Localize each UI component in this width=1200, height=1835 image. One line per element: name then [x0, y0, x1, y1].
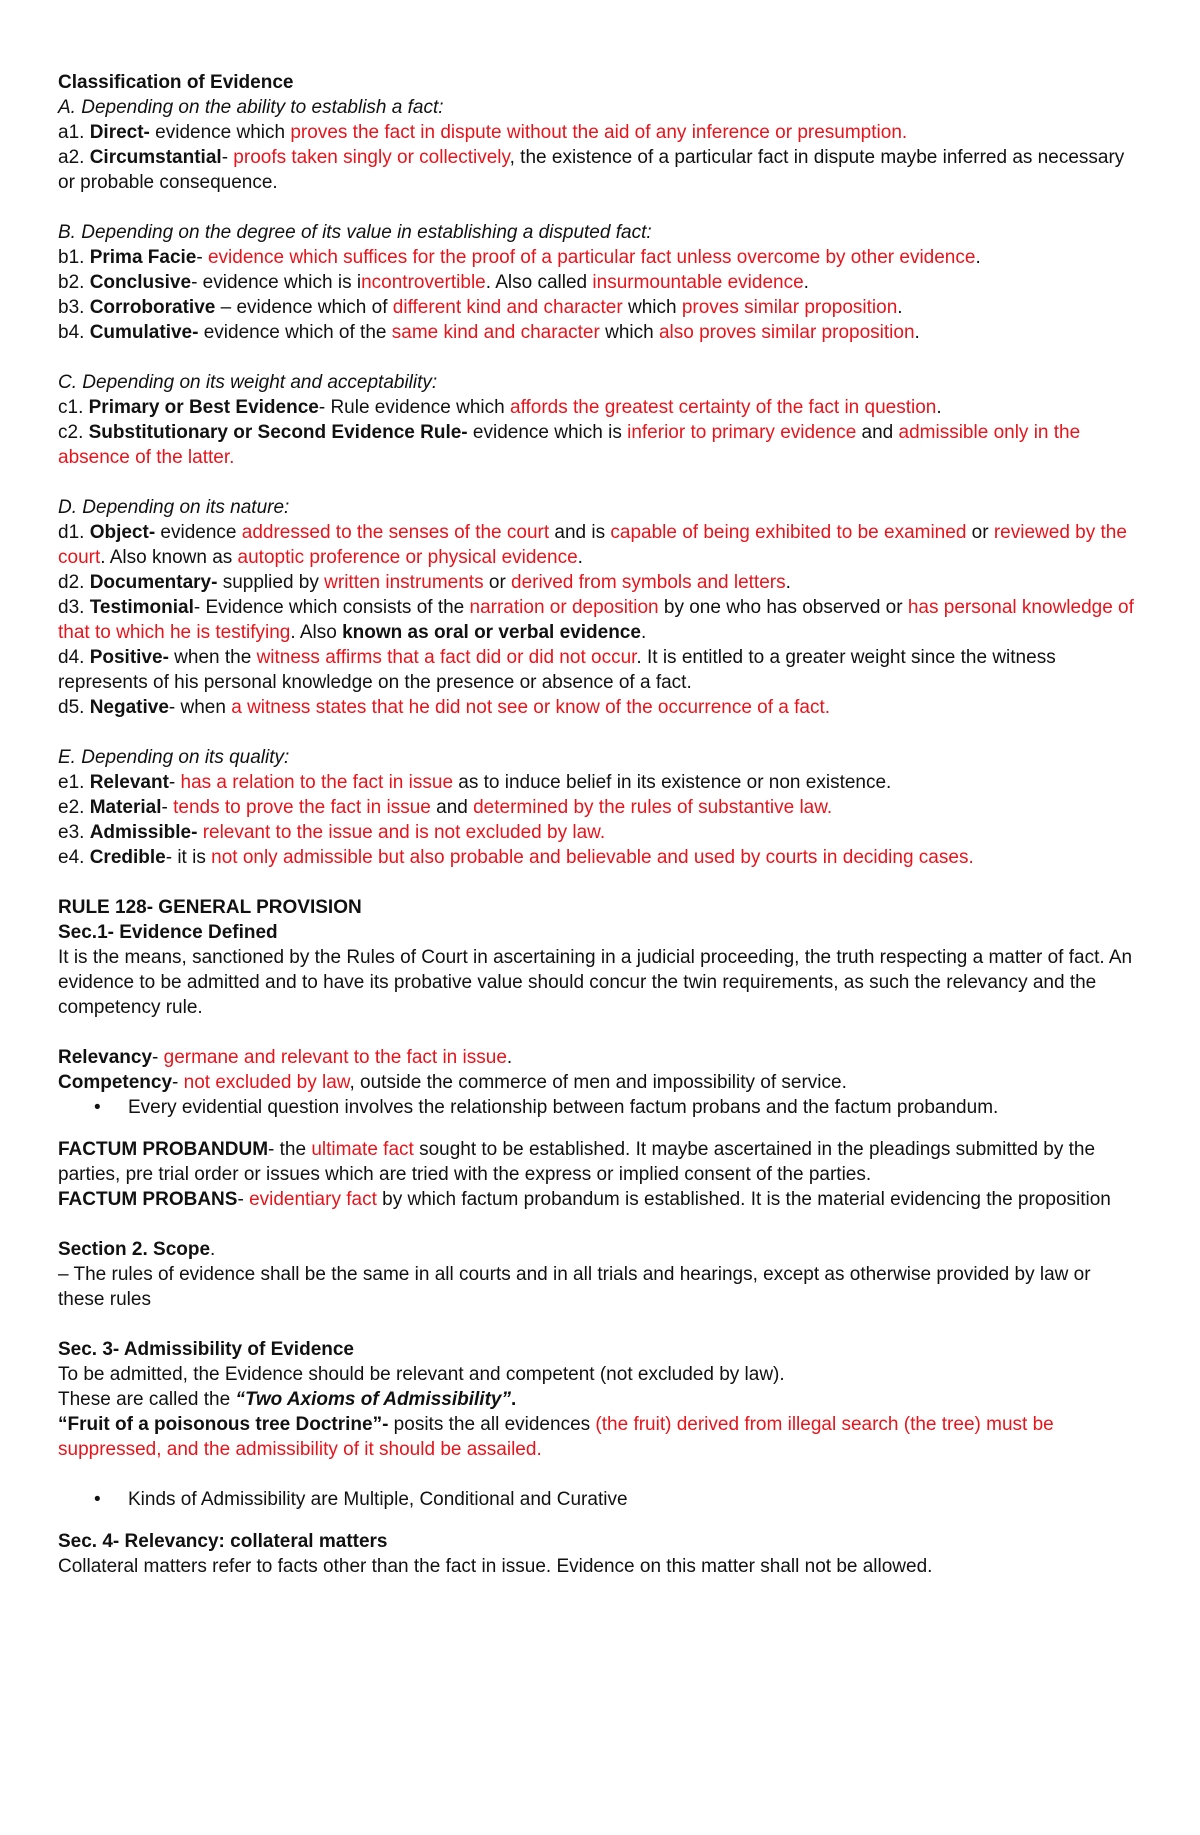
- fruit-doctrine: “Fruit of a poisonous tree Doctrine”- posits the all evidences (the fruit) derived from illegal search (the tree) must be suppressed, and the admissibility of it should be assailed.: [58, 1414, 1054, 1460]
- relevancy-definition: Relevancy- germane and relevant to the fact in issue.: [58, 1047, 513, 1068]
- item-a2: a2. Circumstantial- proofs taken singly or collectively, the existence of a particular fact in dispute maybe inferred as necessary or probable consequence.: [58, 147, 1125, 193]
- item-e2: e2. Material- tends to prove the fact in issue and determined by the rules of substantive law.: [58, 797, 833, 818]
- section-c-heading: C. Depending on its weight and acceptability:: [58, 372, 438, 393]
- section-e-heading: E. Depending on its quality:: [58, 747, 290, 768]
- item-e1: e1. Relevant- has a relation to the fact in issue as to induce belief in its existence or non existence.: [58, 772, 892, 793]
- factum-probandum-definition: FACTUM PROBANDUM- the ultimate fact sought to be established. It maybe ascertained in the pleadings submitted by the parties, pre trial order or issues which are tried with the express or implied consent of the parties.: [58, 1139, 1096, 1185]
- section-b-heading: B. Depending on the degree of its value in establishing a disputed fact:: [58, 222, 652, 243]
- sec-3-line2: These are called the “Two Axioms of Admissibility”.: [58, 1389, 517, 1410]
- classification-title: Classification of Evidence: [58, 72, 294, 93]
- item-c1: c1. Primary or Best Evidence- Rule evidence which affords the greatest certainty of the fact in question.: [58, 397, 942, 418]
- sec-4-title: Sec. 4- Relevancy: collateral matters: [58, 1531, 388, 1552]
- item-b1: b1. Prima Facie- evidence which suffices for the proof of a particular fact unless overcome by other evidence.: [58, 247, 981, 268]
- item-d2: d2. Documentary- supplied by written instruments or derived from symbols and letters.: [58, 572, 791, 593]
- item-d1: d1. Object- evidence addressed to the senses of the court and is capable of being exhibited to be examined or reviewed by the court. Also known as autoptic proference or physical evidence.: [58, 522, 1127, 568]
- item-b4: b4. Cumulative- evidence which of the same kind and character which also proves similar proposition.: [58, 322, 920, 343]
- bullet-icon: •: [94, 1489, 101, 1510]
- sec-2-body: – The rules of evidence shall be the same in all courts and in all trials and hearings, except as otherwise provided by law or these rules: [58, 1264, 1091, 1310]
- sec-3-title: Sec. 3- Admissibility of Evidence: [58, 1339, 355, 1360]
- item-d3: d3. Testimonial- Evidence which consists of the narration or deposition by one who has observed or has personal knowledge of that to which he is testifying. Also known as oral or verbal evidence.: [58, 597, 1134, 643]
- item-b2: b2. Conclusive- evidence which is incontrovertible. Also called insurmountable evidence.: [58, 272, 809, 293]
- item-c2: c2. Substitutionary or Second Evidence Rule- evidence which is inferior to primary evidence and admissible only in the absence of the latter.: [58, 422, 1081, 468]
- sec-2-title: Section 2. Scope.: [58, 1239, 216, 1260]
- factum-probans-definition: FACTUM PROBANS- evidentiary fact by which factum probandum is established. It is the material evidencing the proposition: [58, 1189, 1111, 1210]
- bullet-icon: •: [94, 1097, 101, 1118]
- item-d4: d4. Positive- when the witness affirms that a fact did or did not occur. It is entitled to a greater weight since the witness represents of his personal knowledge on the presence or absence of a fact.: [58, 647, 1056, 693]
- section-d-heading: D. Depending on its nature:: [58, 497, 290, 518]
- item-a1: a1. Direct- evidence which proves the fact in dispute without the aid of any inference or presumption.: [58, 122, 908, 143]
- bullet-item: • Every evidential question involves the relationship between factum probans and the factum probandum.: [94, 1097, 999, 1118]
- bullet-item-admissibility: • Kinds of Admissibility are Multiple, Conditional and Curative: [94, 1489, 628, 1510]
- competency-definition: Competency- not excluded by law, outside the commerce of men and impossibility of service.: [58, 1072, 847, 1093]
- rule-128-title: RULE 128- GENERAL PROVISION: [58, 897, 362, 918]
- item-e3: e3. Admissible- relevant to the issue and is not excluded by law.: [58, 822, 606, 843]
- sec-4-body: Collateral matters refer to facts other than the fact in issue. Evidence on this matter shall not be allowed.: [58, 1556, 933, 1577]
- section-a-heading: A. Depending on the ability to establish a fact:: [58, 97, 444, 118]
- item-d5: d5. Negative- when a witness states that he did not see or know of the occurrence of a fact.: [58, 697, 831, 718]
- item-e4: e4. Credible- it is not only admissible but also probable and believable and used by courts in deciding cases.: [58, 847, 974, 868]
- item-b3: b3. Corroborative – evidence which of different kind and character which proves similar proposition.: [58, 297, 903, 318]
- sec-1-title: Sec.1- Evidence Defined: [58, 922, 278, 943]
- sec-1-body: It is the means, sanctioned by the Rules of Court in ascertaining in a judicial proceeding, the truth respecting a matter of fact. An evidence to be admitted and to have its probative value should concur the twin requirements, as such the relevancy and the competency rule.: [58, 947, 1133, 1018]
- sec-3-line1: To be admitted, the Evidence should be relevant and competent (not excluded by law).: [58, 1364, 785, 1385]
